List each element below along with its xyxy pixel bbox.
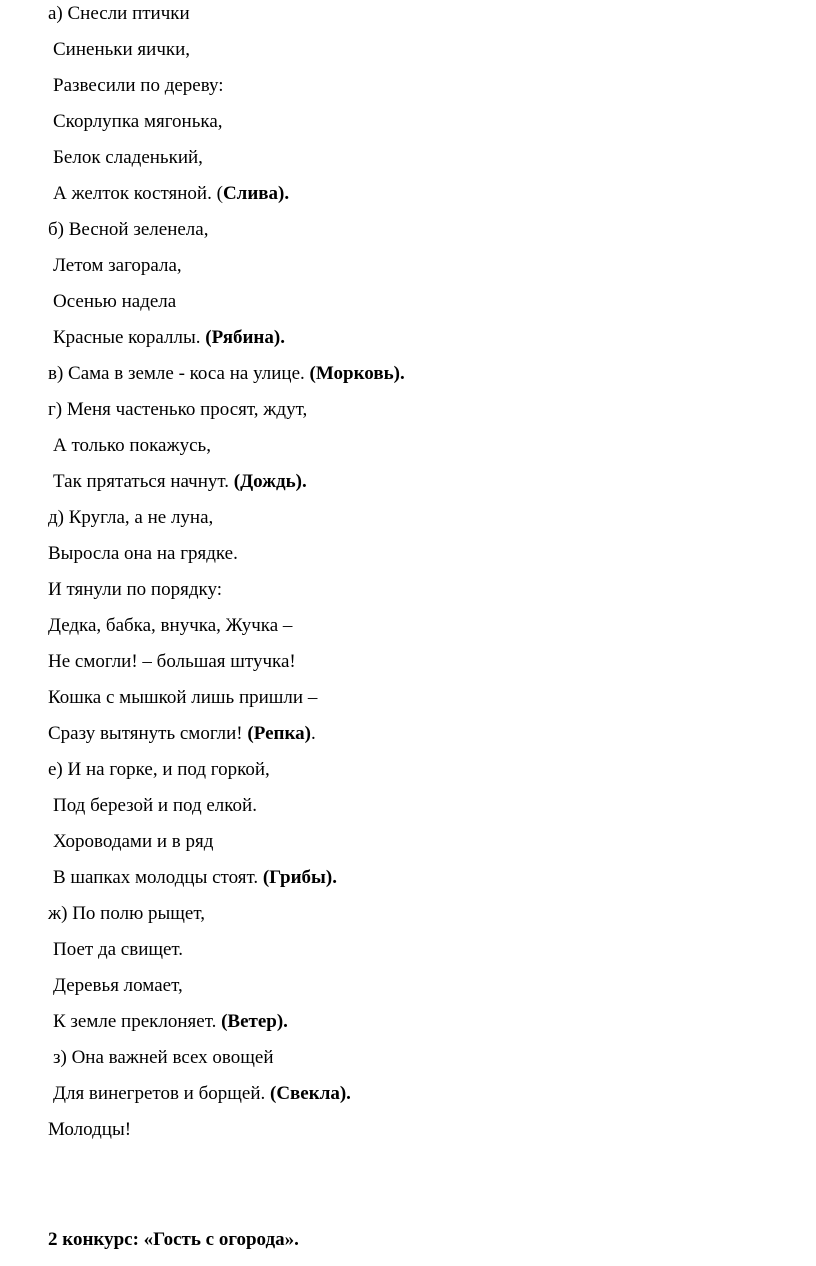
text-line: Синеньки яички, <box>53 39 191 60</box>
riddle-answer: Слива). <box>222 183 290 204</box>
text-line: Белок сладенький, <box>53 147 203 168</box>
text-line: Молодцы! <box>48 1119 132 1140</box>
riddle-answer: (Репка) <box>247 723 311 744</box>
text-line: Для винегретов и борщей. (Свекла). <box>53 1083 351 1104</box>
text-line: д) Кругла, а не луна, <box>48 507 214 528</box>
text-line: б) Весной зеленела, <box>48 219 209 240</box>
text-line: Скорлупка мягонька, <box>53 111 223 132</box>
text-line: Красные кораллы. (Рябина). <box>53 327 285 348</box>
text-line: г) Меня частенько просят, ждут, <box>48 399 308 420</box>
text-line: К земле преклоняет. (Ветер). <box>53 1011 288 1032</box>
riddle-answer: (Грибы). <box>262 867 337 888</box>
text-line: Осенью надела <box>53 291 177 312</box>
riddle-answer: (Ветер). <box>221 1011 288 1032</box>
text-line: Не смогли! – большая штучка! <box>48 651 296 672</box>
text-line: Развесили по дереву: <box>53 75 224 96</box>
riddle-answer: (Свекла). <box>270 1083 351 1104</box>
text-line: В шапках молодцы стоят. (Грибы). <box>53 867 337 888</box>
text-line: е) И на горке, и под горкой, <box>48 759 270 780</box>
text-line: Под березой и под елкой. <box>53 795 257 816</box>
text-line: Кошка с мышкой лишь пришли – <box>48 687 318 708</box>
text-line: з) Она важней всех овощей <box>53 1047 274 1068</box>
text-line: Дедка, бабка, внучка, Жучка – <box>48 615 293 636</box>
riddle-answer: (Дождь). <box>233 471 307 492</box>
riddle-answer: (Морковь). <box>309 363 405 384</box>
section-heading: 2 конкурс: «Гость с огорода». <box>48 1229 299 1250</box>
text-line: Так прятаться начнут. (Дождь). <box>53 471 307 492</box>
text-line: ж) По полю рыщет, <box>48 903 205 924</box>
text-line: в) Сама в земле - коса на улице. (Морковь). <box>48 363 405 384</box>
text-line: И тянули по порядку: <box>48 579 222 600</box>
text-line: Деревья ломает, <box>53 975 183 996</box>
text-line: Сразу вытянуть смогли! (Репка). <box>48 723 316 744</box>
text-line: Летом загорала, <box>53 255 182 276</box>
text-line: Хороводами и в ряд <box>53 831 214 852</box>
text-line: А желток костяной. (Слива). <box>53 183 290 204</box>
text-line: А только покажусь, <box>53 435 211 456</box>
text-line: а) Снесли птички <box>48 3 190 24</box>
text-line: Поет да свищет. <box>53 939 184 960</box>
riddle-answer: (Рябина). <box>205 327 285 348</box>
text-line: Выросла она на грядке. <box>48 543 238 564</box>
